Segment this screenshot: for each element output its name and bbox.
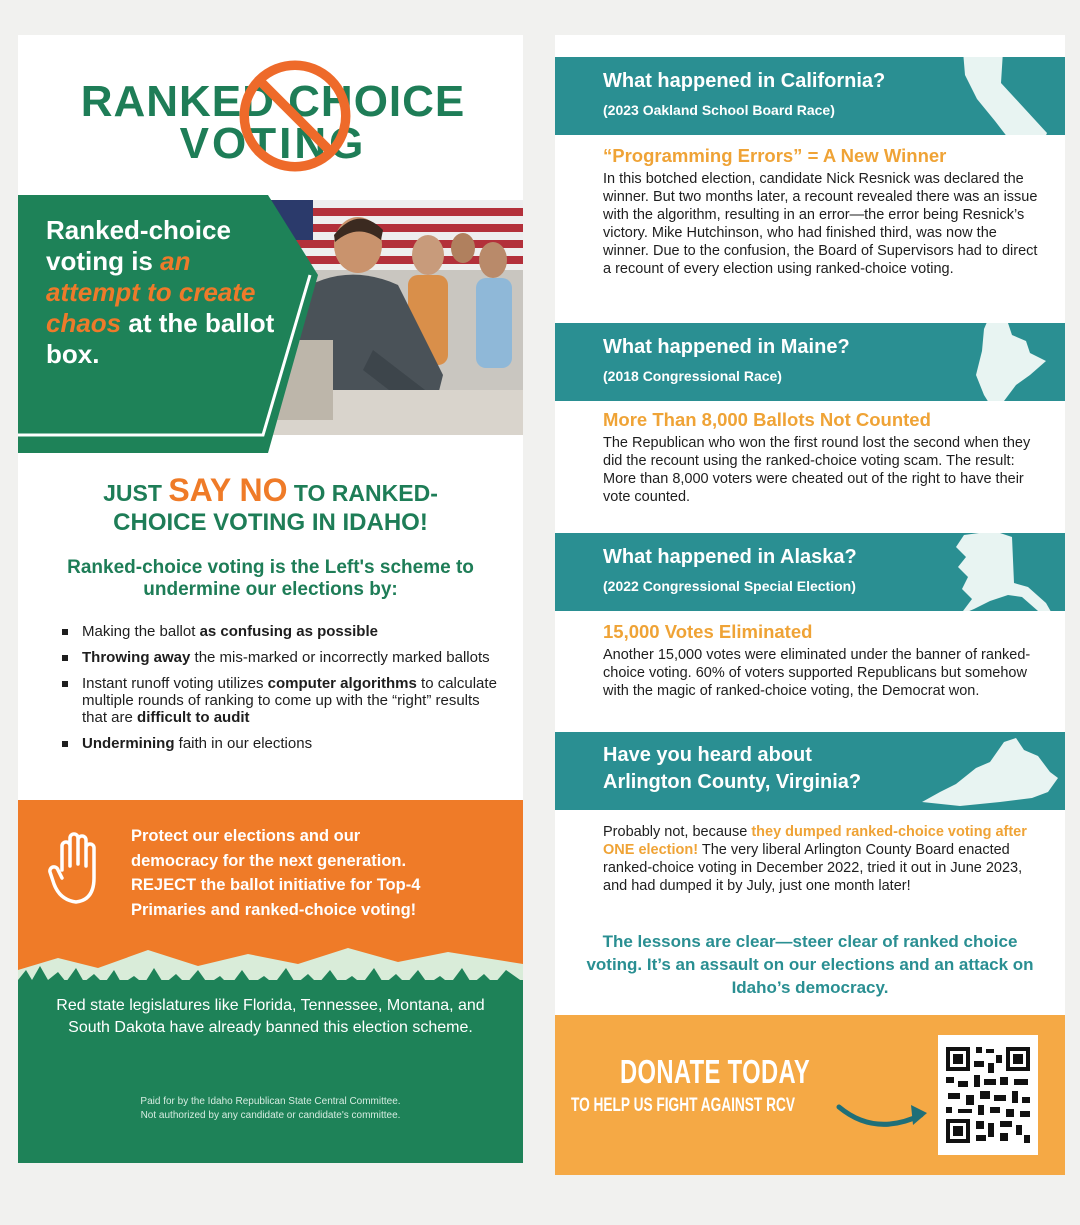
california-title: What happened in California? xyxy=(603,70,886,92)
california-banner xyxy=(555,57,1065,135)
logo-line-2: VOTING xyxy=(179,119,367,168)
maine-section xyxy=(603,409,1043,506)
california-section xyxy=(603,145,1043,278)
red-states-text: Red state legislatures like Florida, Tennessee, Montana, and South Dakota have already banned this election scheme. xyxy=(56,997,485,1036)
alaska-title: What happened in Alaska? xyxy=(603,546,857,568)
virginia-section xyxy=(603,823,1043,895)
donate-title: DONATE TODAY xyxy=(620,1053,811,1090)
say-no-headline: JUST SAY NO TO RANKED- CHOICE VOTING IN IDAHO! xyxy=(103,472,438,536)
california-subtitle: (2023 Oakland School Board Race) xyxy=(603,102,835,118)
maine-body: The Republican who won the first round lost the second when they did the recount using the ranked-choice voting scam. The result: More than 8,000 voters were cheated out of the right to have their vote counted. xyxy=(603,435,1031,505)
maine-map-icon xyxy=(960,323,1050,401)
hero-tagline: Ranked-choice voting is an attempt to create chaos at the ballot box. xyxy=(46,215,275,369)
list-item: Making the ballot as confusing as possible xyxy=(62,623,502,640)
maine-subtitle: (2018 Congressional Race) xyxy=(603,368,782,384)
virginia-body: Probably not, because they dumped ranked-choice voting after ONE election! The very liberal Arlington County Board enacted ranked-choice voting in December 2022, tried it out in June 2023, and had dumped it by July, just one month later! xyxy=(603,824,1027,894)
maine-banner xyxy=(555,323,1065,401)
cta-text: Protect our elections and our democracy for the next generation. REJECT the ballot initiative for Top-4 Primaries and ranked-choice voting! xyxy=(131,827,421,919)
lessons-statement: The lessons are clear—steer clear of ranked choice voting. It’s an assault on our elections and an attack on Idaho’s democracy. xyxy=(586,932,1034,997)
virginia-title-line-1: Have you heard about xyxy=(603,744,812,766)
donate-block[interactable] xyxy=(555,1015,1065,1175)
red-states-block xyxy=(18,980,523,1163)
list-item: Throwing away the mis-marked or incorrectly marked ballots xyxy=(62,649,502,666)
alaska-map-icon xyxy=(950,533,1060,611)
virginia-map-icon xyxy=(920,732,1060,810)
reasons-list xyxy=(62,623,502,761)
maine-title: What happened in Maine? xyxy=(603,336,850,358)
alaska-section xyxy=(603,621,1043,700)
arrow-icon xyxy=(835,1085,935,1135)
no-sign-icon xyxy=(236,57,354,175)
left-flyer-panel xyxy=(18,35,523,1163)
alaska-body: Another 15,000 votes were eliminated under the banner of ranked-choice voting. 60% of voters supported Republicans but somehow with the magic of ranked-choice voting, the Democrat won. xyxy=(603,647,1031,699)
hero-tagline-highlight: an attempt to create chaos xyxy=(46,246,256,338)
maine-heading: More Than 8,000 Ballots Not Counted xyxy=(603,409,931,430)
list-item: Undermining faith in our elections xyxy=(62,735,502,752)
virginia-banner xyxy=(555,732,1065,810)
california-body: In this botched election, candidate Nick Resnick was declared the winner. But two months later, a recount revealed there was an issue with the algorithm, resulting in an error—the error being Resnick’s victory. Mike Hutchinson, who had finished third, was now the winner. Due to the confusion, the Board of Supervisors had to direct a recount of every election using ranked-choice voting. xyxy=(603,171,1038,277)
logo-line-1: RANKED CHOICE xyxy=(80,77,466,126)
alaska-heading: 15,000 Votes Eliminated xyxy=(603,621,813,642)
right-flyer-panel xyxy=(555,35,1065,1175)
california-map-icon xyxy=(955,57,1055,135)
raised-hand-icon xyxy=(48,830,110,908)
scheme-subhead: Ranked-choice voting is the Left's scheme to undermine our elections by: xyxy=(67,557,474,600)
alaska-subtitle: (2022 Congressional Special Election) xyxy=(603,578,856,594)
hero-section xyxy=(18,195,523,450)
california-heading: “Programming Errors” = A New Winner xyxy=(603,145,947,166)
alaska-banner xyxy=(555,533,1065,611)
paid-for-disclaimer: Paid for by the Idaho Republican State Central Committee. Not authorized by any candidate or candidate's committee. xyxy=(140,1096,401,1121)
virginia-title-line-2: Arlington County, Virginia? xyxy=(603,771,862,793)
list-item: Instant runoff voting utilizes computer algorithms to calculate multiple rounds of ranking to come up with the “right” results that are difficult to audit xyxy=(62,675,502,726)
donate-subtitle: TO HELP US FIGHT AGAINST RCV xyxy=(571,1095,795,1116)
ranked-choice-logo xyxy=(78,57,468,177)
say-no-emphasis: SAY NO xyxy=(168,472,288,508)
qr-code-icon[interactable] xyxy=(938,1035,1038,1155)
